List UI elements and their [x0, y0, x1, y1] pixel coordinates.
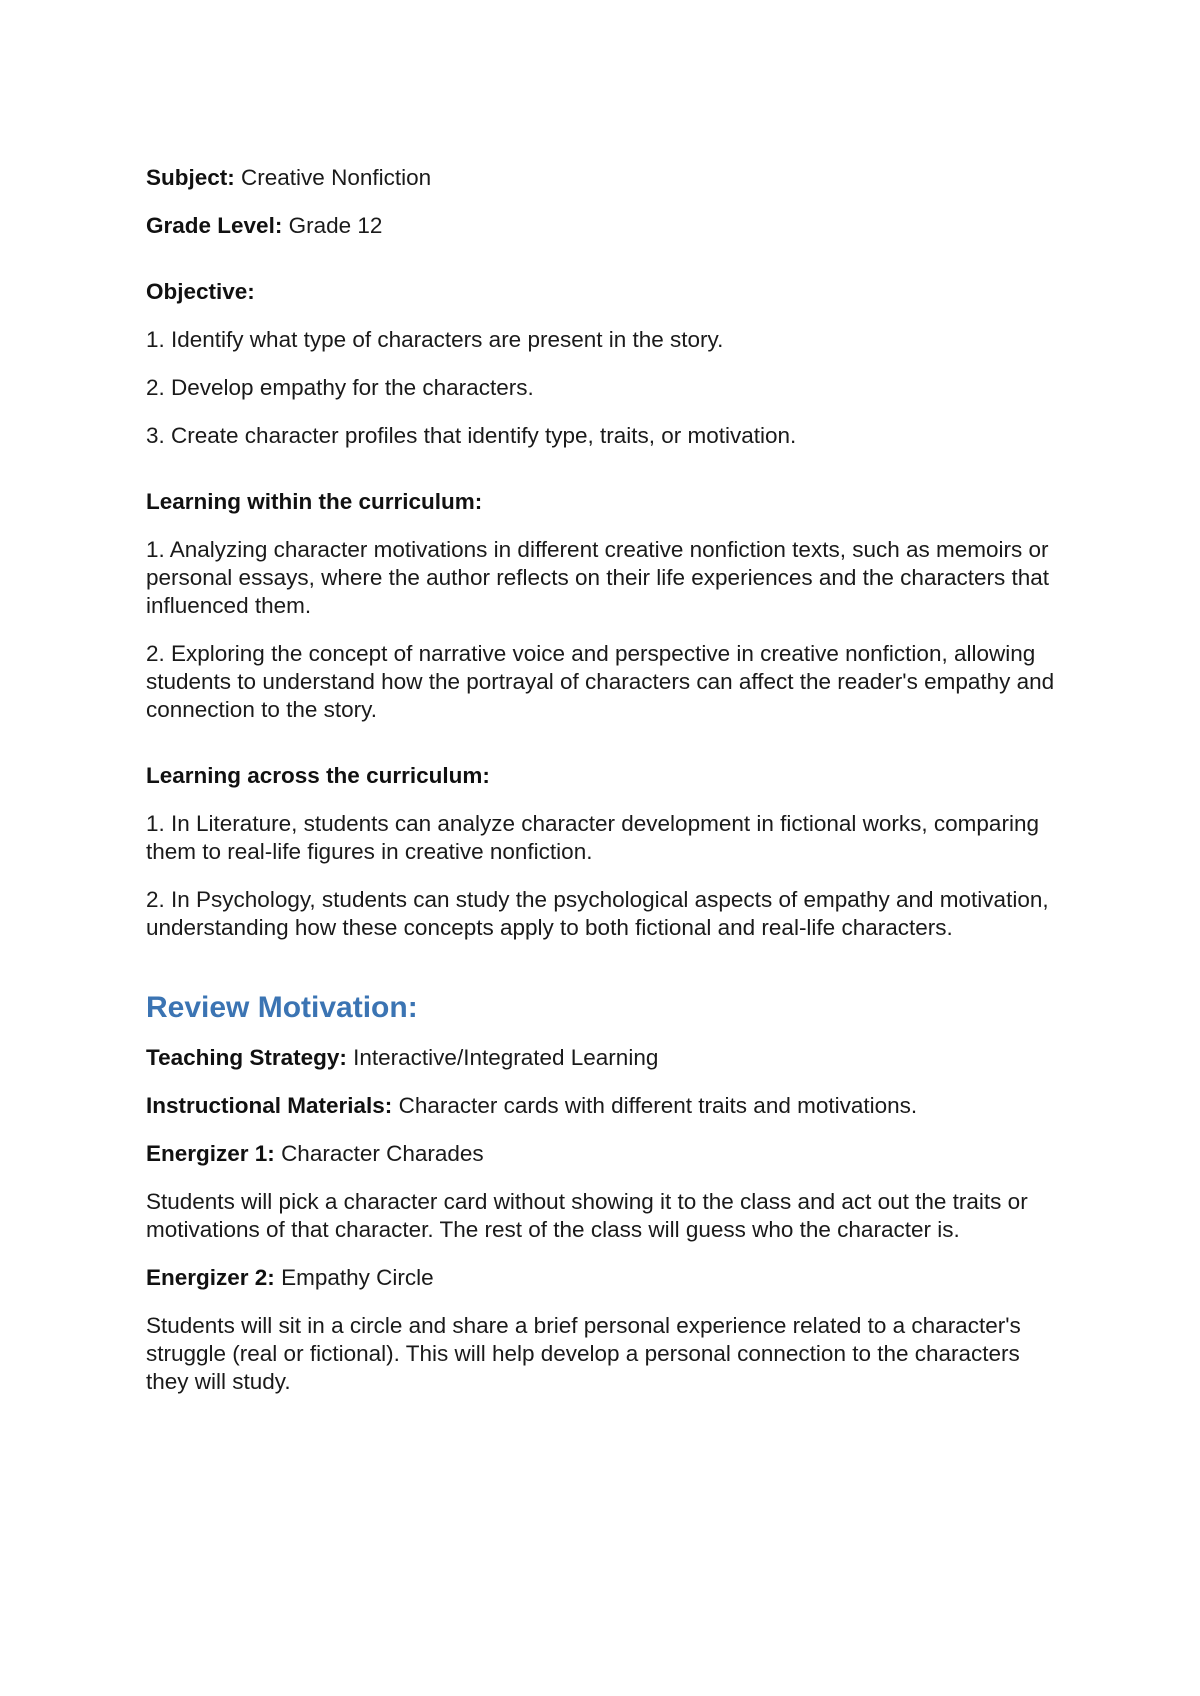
document-body: [146, 164, 1066, 1416]
across-title: Learning across the curriculum:: [146, 763, 490, 788]
materials-label: Instructional Materials:: [146, 1093, 393, 1118]
objective-item: 1. Identify what type of characters are present in the story.: [146, 327, 724, 352]
energizer2-label: Energizer 2:: [146, 1265, 275, 1290]
energizer2-value: Empathy Circle: [281, 1265, 434, 1290]
objective-heading: [146, 278, 1066, 306]
energizer1-value: Character Charades: [281, 1141, 484, 1166]
energizer2-description: Students will sit in a circle and share a brief personal experience related to a character's struggle (real or fictional). This will help develop a personal connection to the characters they will study.: [146, 1313, 1021, 1394]
across-item: 1. In Literature, students can analyze character development in fictional works, comparing them to real-life figures in creative nonfiction.: [146, 811, 1039, 864]
teaching-strategy-value: Interactive/Integrated Learning: [353, 1045, 659, 1070]
within-heading: [146, 488, 1066, 516]
grade-label: Grade Level:: [146, 213, 283, 238]
subject-value: Creative Nonfiction: [241, 165, 432, 190]
teaching-strategy-line: [146, 1044, 1066, 1072]
objective-item: 2. Develop empathy for the characters.: [146, 375, 534, 400]
energizer1-description: Students will pick a character card without showing it to the class and act out the traits or motivations of that character. The rest of the class will guess who the character is.: [146, 1189, 1028, 1242]
materials-line: [146, 1092, 1066, 1120]
subject-line: [146, 164, 1066, 192]
within-title: Learning within the curriculum:: [146, 489, 483, 514]
grade-value: Grade 12: [288, 213, 383, 238]
grade-line: [146, 212, 1066, 240]
across-heading: [146, 762, 1066, 790]
objective-title: Objective:: [146, 279, 255, 304]
review-motivation-heading: Review Motivation:: [146, 991, 418, 1024]
across-item: 2. In Psychology, students can study the psychological aspects of empathy and motivation, understanding how these concepts apply to both fictional and real-life characters.: [146, 887, 1049, 940]
objective-item: 3. Create character profiles that identify type, traits, or motivation.: [146, 423, 797, 448]
within-item: 2. Exploring the concept of narrative voice and perspective in creative nonfiction, allowing students to understand how the portrayal of characters can affect the reader's empathy and connection to the story.: [146, 641, 1055, 722]
energizer2-line: [146, 1264, 1066, 1292]
materials-value: Character cards with different traits and motivations.: [398, 1093, 918, 1118]
energizer1-label: Energizer 1:: [146, 1141, 275, 1166]
energizer1-line: [146, 1140, 1066, 1168]
subject-label: Subject:: [146, 165, 235, 190]
within-item: 1. Analyzing character motivations in different creative nonfiction texts, such as memoirs or personal essays, where the author reflects on their life experiences and the characters that influenced them.: [146, 537, 1049, 618]
teaching-strategy-label: Teaching Strategy:: [146, 1045, 347, 1070]
